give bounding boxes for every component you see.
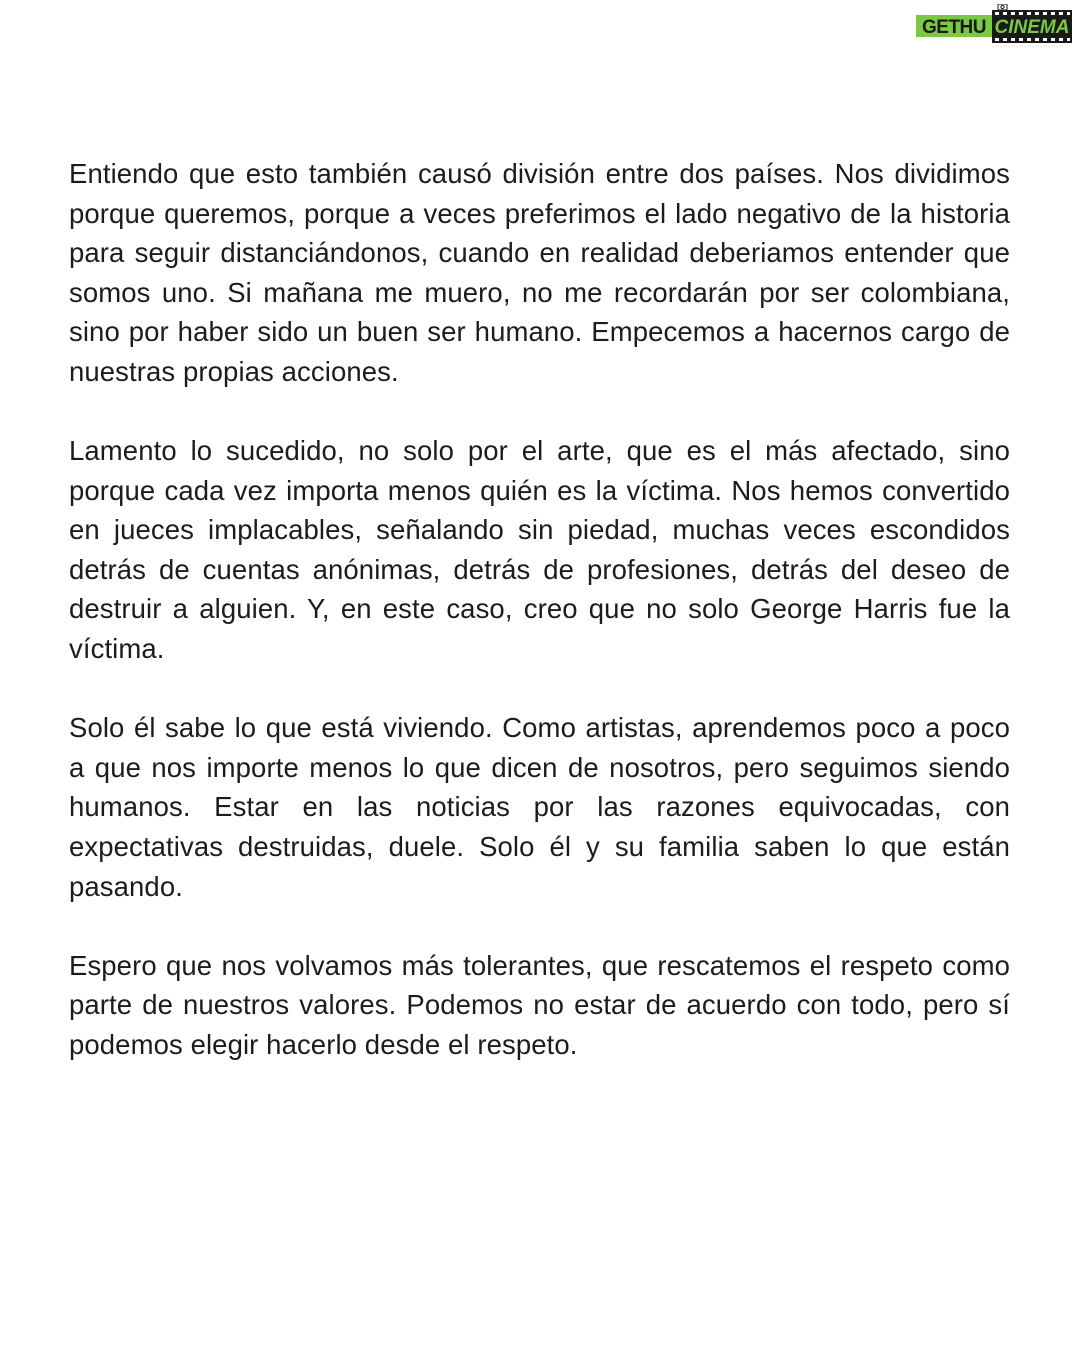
- statement-paragraph-4: Espero que nos volvamos más tolerantes, que rescatemos el respeto como parte de nuestros valores. Podemos no estar de acuerdo con todo, pero sí podemos elegir hacerlo desde el respeto.: [69, 949, 1010, 1060]
- statement-paragraph-2: Lamento lo sucedido, no solo por el arte, que es el más afectado, sino porque cada vez importa menos quién es la víctima. Nos hemos convertido en jueces implacables, señalando sin piedad, muchas veces escondidos detrás de cuentas anónimas, detrás de profesiones, detrás del deseo de destruir a alguien. Y, en este caso, creo que no solo George Harris fue la víctima.: [69, 435, 1010, 665]
- logo-text-part1: GETHU: [922, 17, 986, 38]
- logo-text-part2: CINEMA: [994, 17, 1070, 38]
- statement-body: [69, 154, 1010, 1064]
- gethucinema-logo: [916, 4, 1074, 44]
- logo-graphic: [916, 4, 1074, 44]
- statement-paragraph-3: Solo él sabe lo que está viviendo. Como artistas, aprendemos poco a poco a que nos importe menos lo que dicen de nosotros, pero seguimos siendo humanos. Estar en las noticias por las razones equivocadas, con expectativas destruidas, duele. Solo él y su familia saben lo que están pasando.: [69, 712, 1010, 902]
- camera-icon: [998, 4, 1007, 10]
- statement-paragraph-1: Entiendo que esto también causó división entre dos países. Nos dividimos porque queremos, porque a veces preferimos el lado negativo de la historia para seguir distanciándonos, cuando en realidad deberiamos entender que somos uno. Si mañana me muero, no me recordarán por ser colombiana, sino por haber sido un buen ser humano. Empecemos a hacernos cargo de nuestras propias acciones.: [69, 158, 1010, 387]
